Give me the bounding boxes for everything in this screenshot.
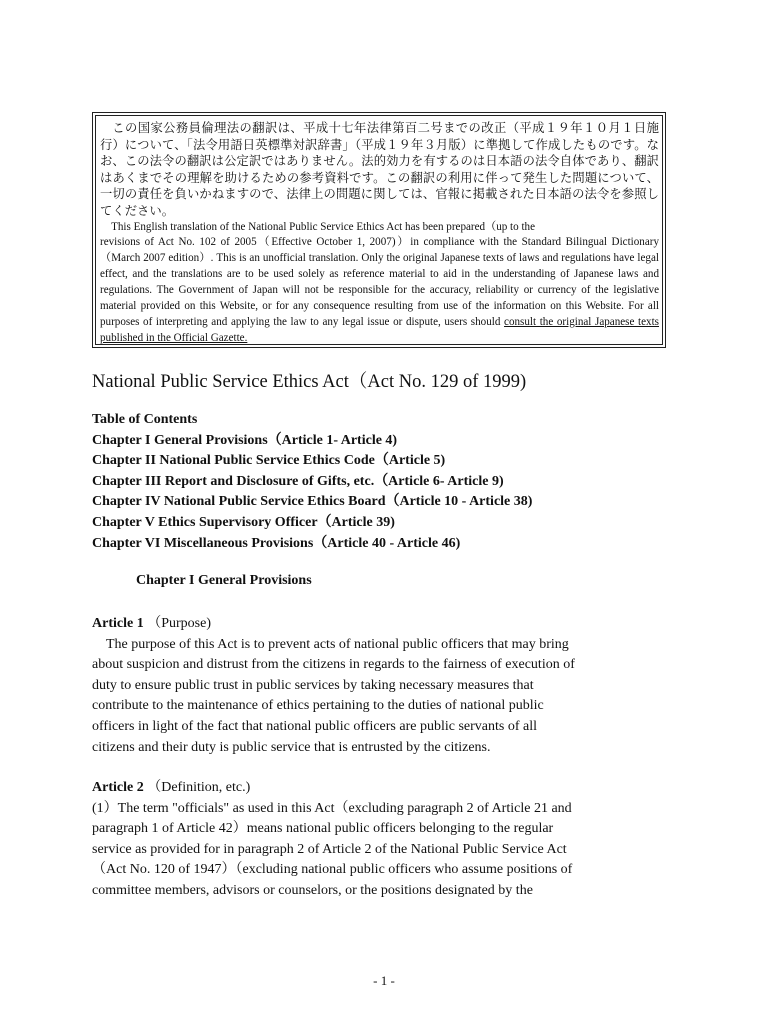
- article-2-line: service as provided for in paragraph 2 of Article 2 of the National Public Service Act: [92, 841, 567, 857]
- article-1: [92, 614, 670, 758]
- notice-english-line: reference material to aid in the understanding of Japanese laws and regulations. The Government of: [100, 268, 659, 297]
- notice-english-line: For all purposes of interpreting and applying the law to any legal issue or dispute, users should: [100, 300, 660, 328]
- article-2-heading: [92, 778, 670, 799]
- article-2-number: Article 2: [92, 780, 144, 795]
- article-1-line: about suspicion and distrust from the citizens in regards to the fairness of execution of: [92, 657, 575, 673]
- notice-japanese-line: 月１日施行）について、「法令用語日英標準対訳辞書」（平成１９年３月版）に準拠して作: [100, 121, 659, 152]
- toc-entry-chapter-1: Chapter I General Provisions（Article 1- Article 4): [92, 432, 398, 448]
- article-2-line: （Act No. 120 of 1947）（excluding national public officers who assume positions of: [92, 862, 573, 878]
- toc-entry-chapter-3: Chapter III Report and Disclosure of Gifts, etc.（Article 6- Article 9): [92, 473, 504, 489]
- article-1-heading: [92, 614, 670, 635]
- document-title: National Public Service Ethics Act（Act No. 129 of 1999): [92, 372, 527, 392]
- notice-japanese-line: この国家公務員倫理法の翻訳は、平成十七年法律第百二号までの改正（平成１９年１０: [112, 121, 609, 135]
- article-2-line: paragraph 1 of Article 42）means national public officers belonging to the regular: [92, 821, 554, 837]
- table-of-contents: [92, 410, 672, 554]
- notice-japanese-line: に関しては、官報に掲載された日本語の法令を参照してください。: [100, 187, 660, 218]
- article-2-caption: （Definition, etc.): [147, 780, 251, 795]
- article-1-line: officers in light of the fact that national public officers are public servants of all: [92, 718, 537, 734]
- article-2: [92, 778, 670, 902]
- toc-entry-chapter-5: Chapter V Ethics Supervisory Officer（Article 39): [92, 514, 395, 530]
- notice-english-line: revisions of Act No. 102 of 2005（Effective October 1, 2007)）in compliance with the Standard: [100, 236, 562, 249]
- article-1-line: The purpose of this Act is to prevent acts of national public officers that may bring: [106, 636, 569, 652]
- toc-entry-chapter-6: Chapter VI Miscellaneous Provisions（Article 40 - Article 46): [92, 535, 461, 551]
- article-1-caption: （Purpose): [147, 616, 211, 631]
- article-1-line: contribute to the maintenance of ethics pertaining to the duties of national public: [92, 698, 544, 714]
- notice-japanese-line: 訳の利用に伴って発生した問題について、一切の責任を負いかねますので、法律上の問題: [100, 170, 659, 202]
- article-1-line: duty to ensure public trust in public services by taking necessary measures that: [92, 677, 534, 693]
- article-2-paragraph-1: [92, 799, 670, 902]
- article-1-number: Article 1: [92, 616, 144, 631]
- article-2-line: committee members, advisors or counselors, or the positions designated by the: [92, 882, 533, 898]
- notice-japanese-line: 成したものです。なお、この法令の翻訳は公定訳ではありません。法的効力を有するのは: [100, 137, 660, 169]
- toc-heading: Table of Contents: [92, 412, 198, 427]
- notice-english-line: consult the original Japanese texts published in the Official Gazette.: [100, 316, 660, 344]
- notice-english-line: Japan will not be responsible for the accuracy, reliability or currency of the legislative material: [100, 284, 659, 313]
- article-1-body: [92, 635, 670, 759]
- article-2-line: (1）The term "officials" as used in this Act（excluding paragraph 2 of Article 21 and: [92, 800, 572, 816]
- notice-english-line: This English translation of the National Public Service Ethics Act has been prepared（up to the: [111, 220, 536, 233]
- translation-notice-box: [92, 112, 666, 348]
- chapter-1-heading: Chapter I General Provisions: [136, 573, 312, 588]
- toc-entry-chapter-2: Chapter II National Public Service Ethics Code（Article 5): [92, 453, 446, 469]
- page-number: - 1 -: [373, 973, 395, 988]
- notice-japanese-line: 日本語の法令自体であり、翻訳はあくまでその理解を助けるための参考資料です。この翻: [100, 154, 659, 185]
- notice-english-line: provided on this Website, or for any consequence resulting from use of the information on this Website.: [140, 300, 624, 313]
- translation-notice-inner: [95, 115, 663, 345]
- notice-japanese: [100, 120, 659, 220]
- notice-english-line: Japanese texts of laws and regulations have legal effect, and the translations are to be used solely as: [100, 252, 659, 281]
- toc-entry-chapter-4: Chapter IV National Public Service Ethics Board（Article 10 - Article 38): [92, 494, 533, 510]
- notice-english: [100, 220, 659, 345]
- article-1-line: citizens and their duty is public service that is entrusted by the citizens.: [92, 739, 491, 755]
- notice-english-line: Bilingual Dictionary（March 2007 edition）. This is an unofficial translation. Only the original: [100, 236, 659, 265]
